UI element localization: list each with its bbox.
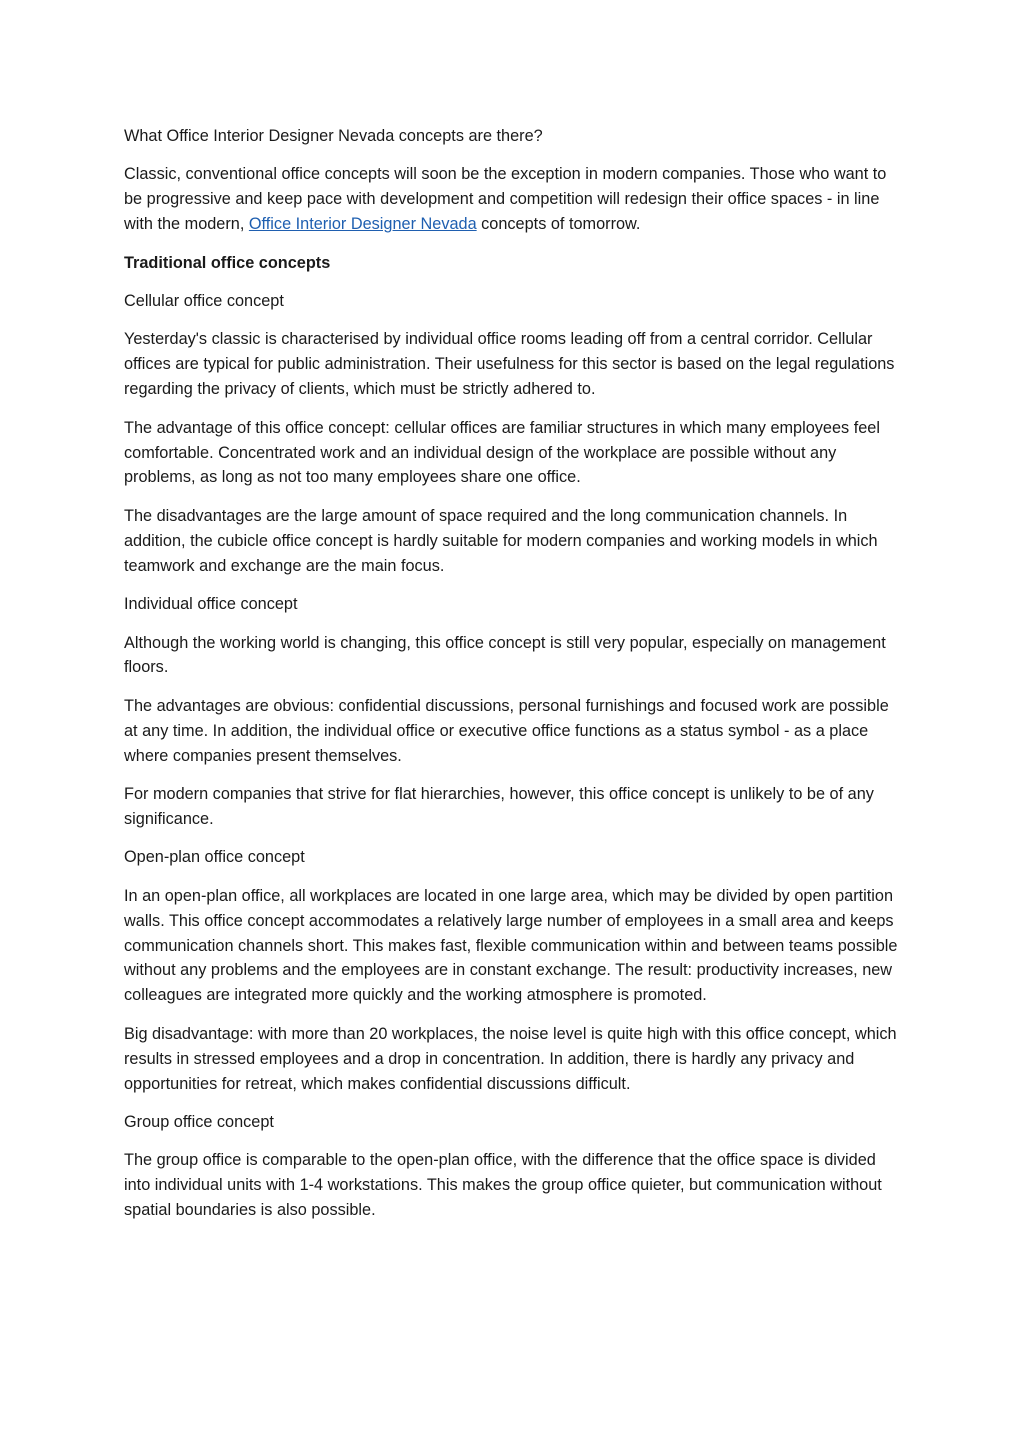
open-plan-paragraph-2: Big disadvantage: with more than 20 workplaces, the noise level is quite high with this office concept, which results in stressed employees and a drop in concentration. In addition, there is hardly any privacy and opportunities for retreat, which makes confidential discussions difficult. [124,1024,897,1093]
cellular-paragraph-2: The advantage of this office concept: cellular offices are familiar structures in which many employees feel comfortable. Concentrated work and an individual design of the workplace are possible without any problems, as long as not too many employees share one office. [124,418,880,487]
intro-paragraph [124,162,904,237]
office-interior-designer-nevada-link[interactable]: Office Interior Designer Nevada [248,215,477,234]
individual-paragraph-1: Although the working world is changing, this office concept is still very popular, especially on management floors. [124,633,886,677]
intro-text-after-link: concepts of tomorrow. [476,215,641,234]
intro-text-before-link: Classic, conventional office concepts will soon be the exception in modern companies. Those who want to be progressive and keep pace with development and competition will redesign their office spaces - in line with the modern, [124,165,887,234]
open-plan-paragraph-1: In an open-plan office, all workplaces are located in one large area, which may be divided by open partition walls. This office concept accommodates a relatively large number of employees in a small area and keeps communication channels short. This makes fast, flexible communication within and between teams possible without any problems and the employees are in constant exchange. The result: productivity increases, new colleagues are integrated more quickly and the working atmosphere is promoted. [124,886,898,1005]
group-paragraph-1: The group office is comparable to the open-plan office, with the difference that the office space is divided into individual units with 1-4 workstations. This makes the group office quieter, but communication without spatial boundaries is also possible. [124,1151,882,1220]
cellular-subheading: Cellular office concept [124,292,284,311]
cellular-paragraph-1: Yesterday's classic is characterised by individual office rooms leading off from a central corridor. Cellular offices are typical for public administration. Their usefulness for this sector is based on the legal regulations regarding the privacy of clients, which must be strictly adhered to. [124,330,895,399]
open-plan-subheading: Open-plan office concept [124,848,305,867]
document-title: What Office Interior Designer Nevada concepts are there? [124,127,543,145]
cellular-paragraph-3: The disadvantages are the large amount of space required and the long communication channels. In addition, the cubicle office concept is hardly suitable for modern companies and working models in which teamwork and exchange are the main focus. [124,506,878,575]
individual-paragraph-3: For modern companies that strive for flat hierarchies, however, this office concept is unlikely to be of any significance. [124,785,874,828]
individual-subheading: Individual office concept [124,595,298,614]
document-page [124,124,904,1237]
individual-paragraph-2: The advantages are obvious: confidential discussions, personal furnishings and focused work are possible at any time. In addition, the individual office or executive office functions as a status symbol - as a place where companies present themselves. [124,696,889,765]
group-subheading: Group office concept [124,1113,274,1131]
section-heading: Traditional office concepts [124,253,331,272]
